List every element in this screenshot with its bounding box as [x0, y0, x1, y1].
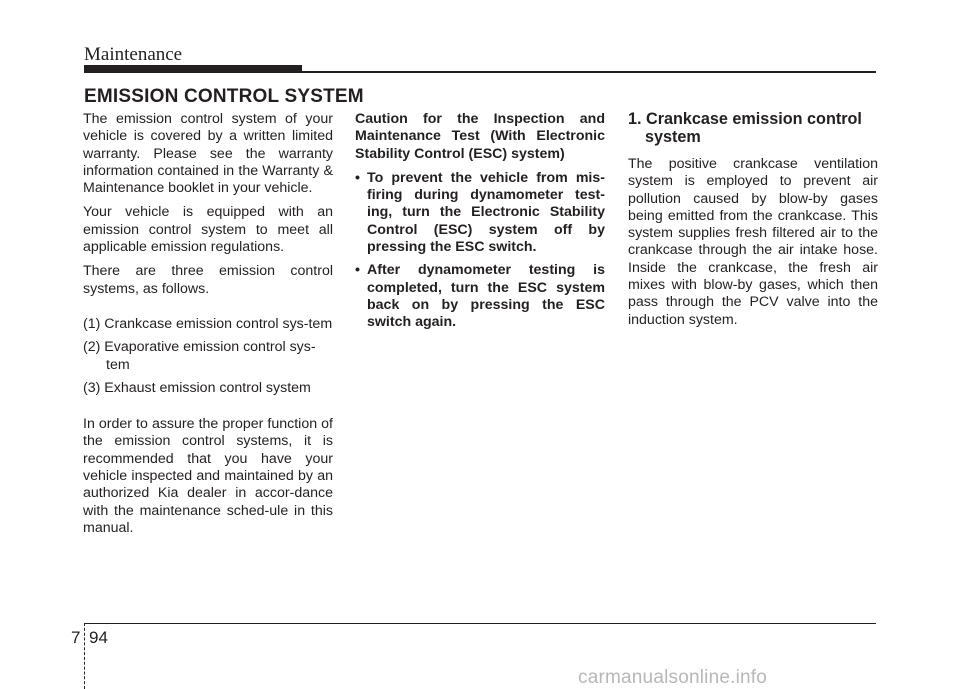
list-item-crankcase: (1) Crankcase emission control sys-tem	[83, 315, 333, 332]
intro-paragraph: The emission control system of your vehicle is covered by a written limited warranty. Please see the warranty information contained in the Warranty & Maintenance booklet in your vehicle.	[83, 111, 333, 197]
caution-list	[355, 170, 605, 332]
caution-title: Caution for the Inspection and Maintenance Test (With Electronic Stability Control (ESC) system)	[355, 111, 605, 162]
column-middle	[355, 111, 605, 338]
watermark[interactable]: carmanualsonline.info	[578, 667, 768, 688]
crankcase-heading: 1. Crankcase emission control system	[628, 110, 862, 146]
maintenance-paragraph: In order to assure the proper function of the emission control systems, it is recommended that you have your vehicle inspected and maintained by an authorized Kia dealer in accor-dance with the maintenance sched-ule in this manual.	[83, 416, 333, 536]
running-header: Maintenance	[84, 44, 183, 65]
systems-intro-paragraph: There are three emission control systems, as follows.	[83, 263, 333, 297]
chapter-number: 7	[71, 628, 81, 647]
list-item-evaporative: (2) Evaporative emission control sys-tem	[83, 339, 316, 373]
equipment-paragraph: Your vehicle is equipped with an emission control system to meet all applicable emission regulations.	[83, 204, 333, 256]
page-number: 94	[89, 628, 108, 647]
list-item-exhaust: (3) Exhaust emission control system	[83, 379, 311, 396]
header-rule	[84, 71, 876, 73]
crankcase-paragraph: The positive crankcase ventilation system is employed to prevent air pollution caused by blow-by gases being emitted from the crankcase. This system supplies fresh filtered air to the crankcase through the air intake hose. Inside the crankcase, the fresh air mixes with blow-by gases, which then pass through the PCV valve into the induction system.	[628, 156, 878, 328]
column-left	[83, 111, 333, 544]
footer-rule	[84, 623, 876, 624]
caution-bullet-esc-off: • To prevent the vehicle from mis-firing during dynamometer test-ing, turn the Electronic Stability Control (ESC) system off by pressing the ESC switch.	[355, 170, 605, 256]
caution-bullet-esc-on: • After dynamometer testing is completed, turn the ESC system back on by pressing the ESC switch again.	[355, 262, 605, 331]
section-title: EMISSION CONTROL SYSTEM	[84, 86, 364, 107]
footer-divider	[84, 623, 85, 689]
column-right	[628, 111, 878, 336]
